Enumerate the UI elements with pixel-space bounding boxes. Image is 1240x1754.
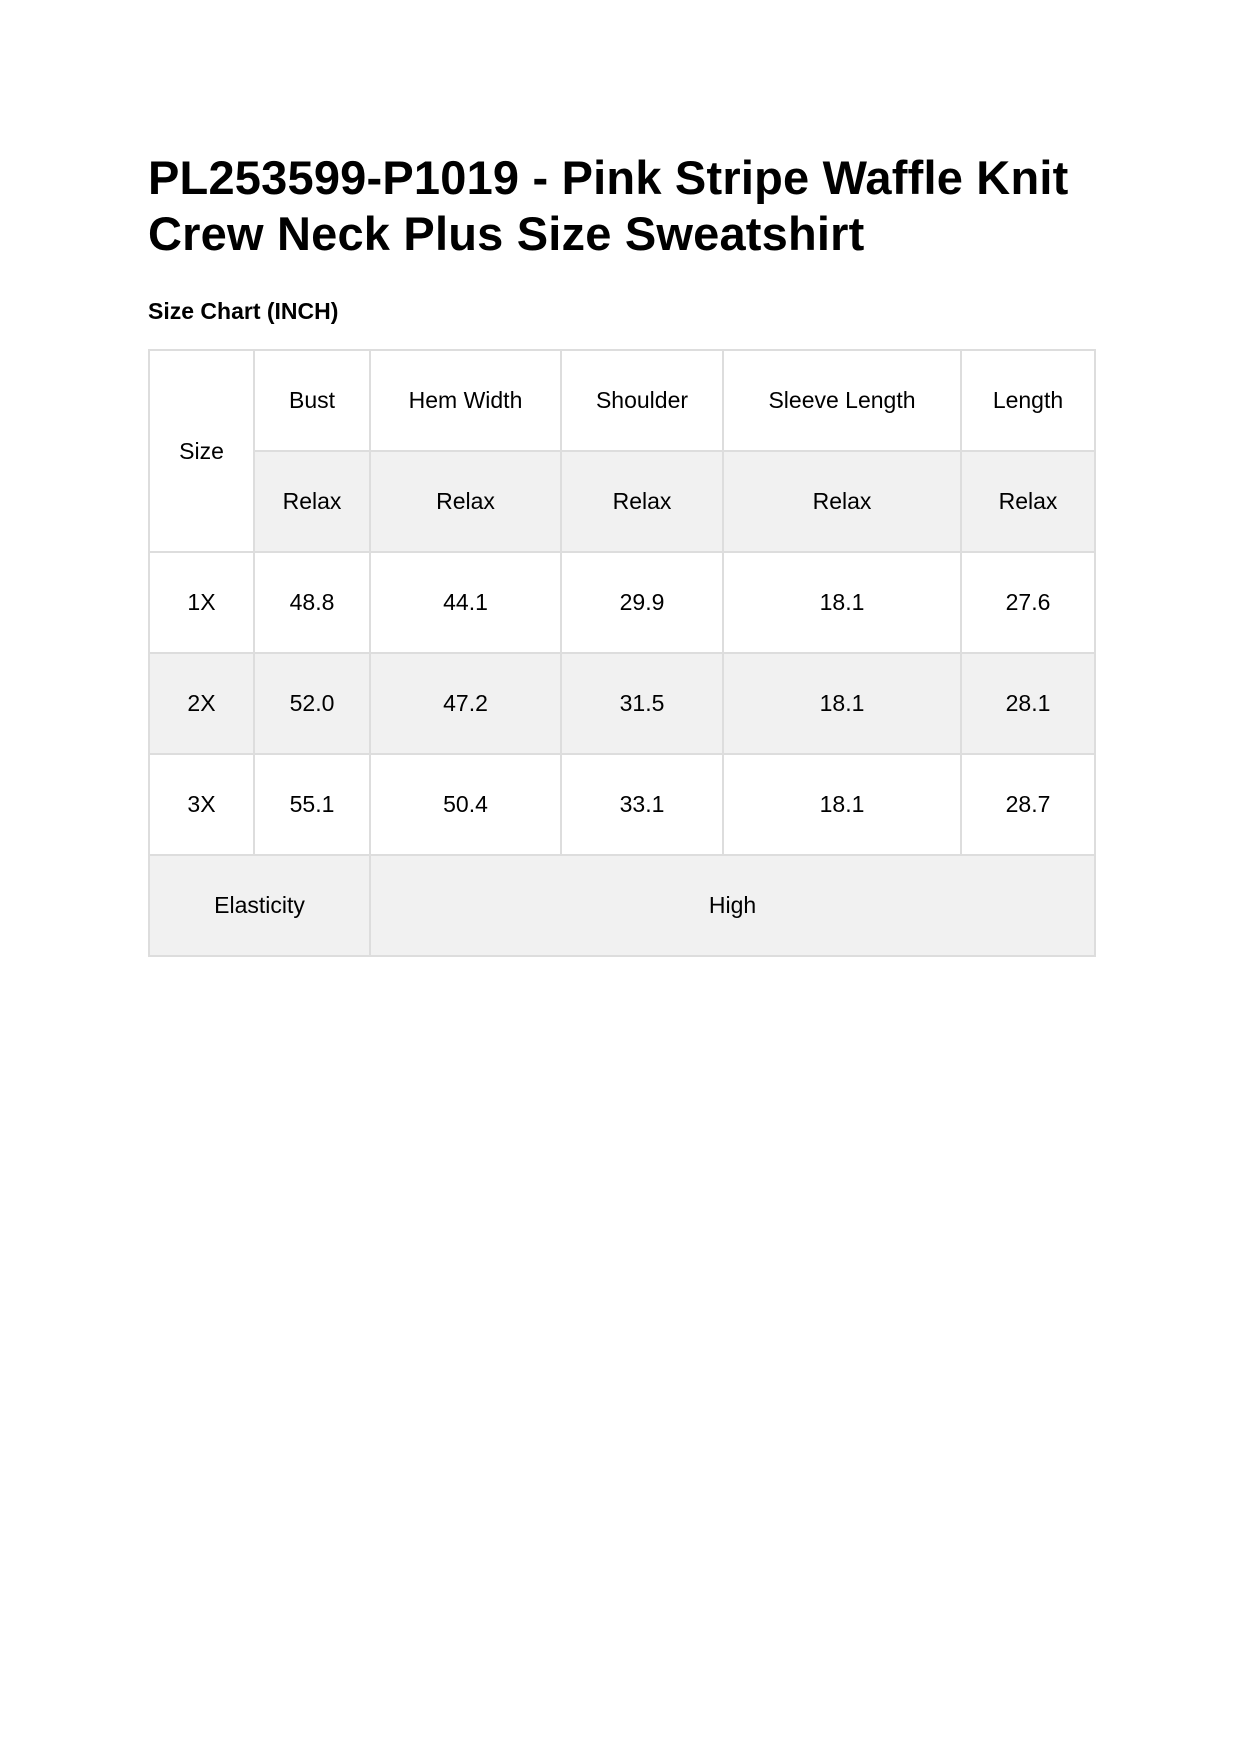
value-cell-bust: 48.8 <box>254 552 370 653</box>
value-cell-sleeve-length: 18.1 <box>723 754 961 855</box>
fit-cell-length: Relax <box>961 451 1095 552</box>
value-cell-length: 27.6 <box>961 552 1095 653</box>
value-cell-hem-width: 47.2 <box>370 653 561 754</box>
column-header-hem-width: Hem Width <box>370 350 561 451</box>
size-chart-subtitle: Size Chart (INCH) <box>148 298 339 324</box>
elasticity-value: High <box>370 855 1095 956</box>
elasticity-row <box>149 855 1095 956</box>
value-cell-sleeve-length: 18.1 <box>723 653 961 754</box>
value-cell-hem-width: 50.4 <box>370 754 561 855</box>
page-title: PL253599-P1019 - Pink Stripe Waffle Knit Crew Neck Plus Size Sweatshirt <box>148 151 1069 260</box>
fit-cell-hem-width: Relax <box>370 451 561 552</box>
value-cell-hem-width: 44.1 <box>370 552 561 653</box>
table-row <box>149 552 1095 653</box>
column-header-length: Length <box>961 350 1095 451</box>
table-row <box>149 754 1095 855</box>
size-cell: 1X <box>149 552 254 653</box>
size-chart-table <box>148 349 1096 957</box>
column-header-shoulder: Shoulder <box>561 350 723 451</box>
value-cell-length: 28.7 <box>961 754 1095 855</box>
value-cell-shoulder: 31.5 <box>561 653 723 754</box>
value-cell-sleeve-length: 18.1 <box>723 552 961 653</box>
table-row <box>149 653 1095 754</box>
column-header-sleeve-length: Sleeve Length <box>723 350 961 451</box>
fit-cell-bust: Relax <box>254 451 370 552</box>
value-cell-shoulder: 33.1 <box>561 754 723 855</box>
column-header-bust: Bust <box>254 350 370 451</box>
fit-cell-sleeve-length: Relax <box>723 451 961 552</box>
header-row <box>149 350 1095 451</box>
elasticity-label: Elasticity <box>149 855 370 956</box>
value-cell-bust: 55.1 <box>254 754 370 855</box>
size-header-cell: Size <box>149 350 254 552</box>
value-cell-bust: 52.0 <box>254 653 370 754</box>
fit-row <box>149 451 1095 552</box>
value-cell-shoulder: 29.9 <box>561 552 723 653</box>
size-cell: 3X <box>149 754 254 855</box>
fit-cell-shoulder: Relax <box>561 451 723 552</box>
size-cell: 2X <box>149 653 254 754</box>
value-cell-length: 28.1 <box>961 653 1095 754</box>
